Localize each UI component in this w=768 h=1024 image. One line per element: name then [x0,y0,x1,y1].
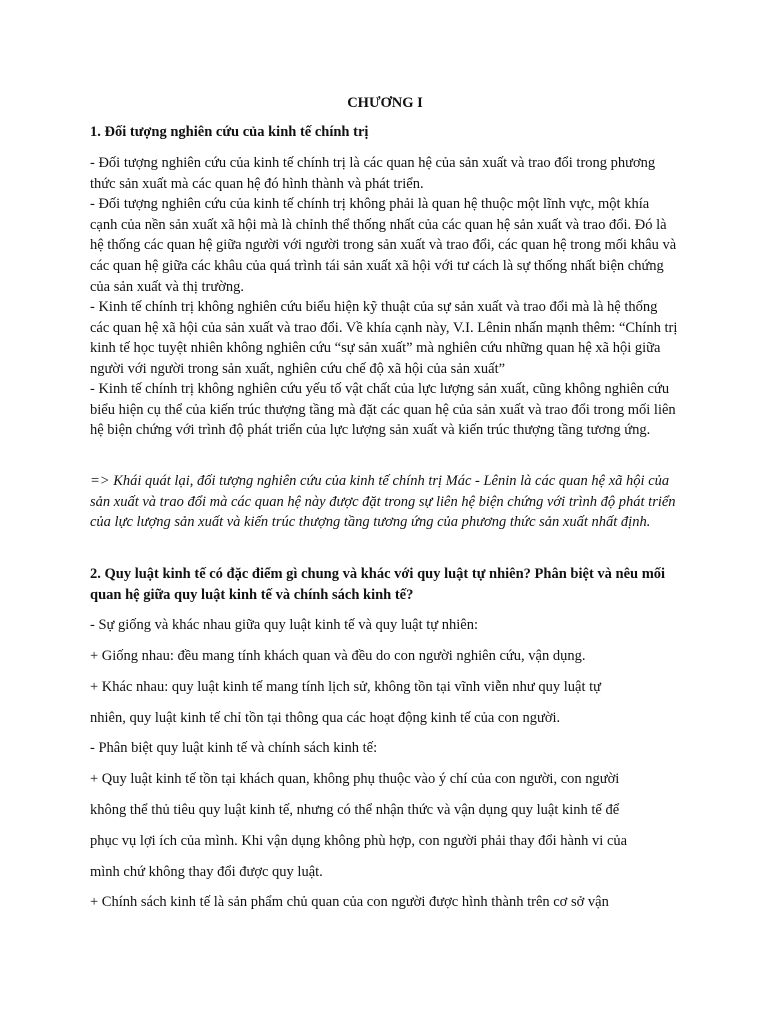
section-1-paragraph: - Đối tượng nghiên cứu của kinh tế chính trị không phải là quan hệ thuộc một lĩnh vực, một khía cạnh của nền sản xuất xã hội mà là chỉnh thể thống nhất của các quan hệ sản xuất và trao đổi. Đó là hệ thống các quan hệ giữa người với người trong sản xuất và trao đổi, các quan hệ trong mối khâu và các quan hệ giữa các khâu của quá trình tái sản xuất xã hội với tư cách là sự thống nhất biện chứng của sản xuất và thị trường. [90,196,677,295]
section-2-line: + Giống nhau: đều mang tính khách quan và đều do con người nghiên cứu, vận dụng. [90,648,586,664]
chapter-title: CHƯƠNG I [347,95,423,111]
section-2-line: + Chính sách kinh tế là sản phẩm chủ quan của con người được hình thành trên cơ sở vận [90,894,609,910]
section-1-paragraph: - Đối tượng nghiên cứu của kinh tế chính trị là các quan hệ của sản xuất và trao đổi trong phương thức sản xuất mà các quan hệ đó hình thành và phát triển. [90,155,656,192]
section-2-line: phục vụ lợi ích của mình. Khi vận dụng không phù hợp, con người phải thay đổi hành vi của [90,833,628,849]
section-2-line: - Sự giống và khác nhau giữa quy luật kinh tế và quy luật tự nhiên: [90,617,479,633]
section-1-paragraph: - Kinh tế chính trị không nghiên cứu biểu hiện kỹ thuật của sự sản xuất và trao đổi mà là hệ thống các quan hệ xã hội của sản xuất và trao đổi. Về khía cạnh này, V.I. Lênin nhấn mạnh thêm: “Chính trị kinh tế học tuyệt nhiên không nghiên cứu “sự sản xuất” mà nghiên cứu những quan hệ xã hội giữa người với người trong sản xuất, nghiên cứu chế độ xã hội của sản xuất” [90,299,678,378]
section-1-heading: 1. Đối tượng nghiên cứu của kinh tế chính trị [90,124,369,140]
section-1-paragraph: - Kinh tế chính trị không nghiên cứu yếu tố vật chất của lực lượng sản xuất, cũng không nghiên cứu biểu hiện cụ thể của kiến trúc thượng tầng mà đặt các quan hệ của sản xuất và trao đổi trong mối liên hệ biện chứng với trình độ phát triển của lực lượng sản xuất và kiến trúc thượng tầng tương ứng. [90,381,676,439]
section-1-conclusion: => Khái quát lại, đối tượng nghiên cứu của kinh tế chính trị Mác - Lênin là các quan hệ xã hội của sản xuất và trao đổi mà các quan hệ này được đặt trong sự liên hệ biện chứng với trình độ phát triển của lực lượng sản xuất và kiến trúc thượng tầng tương ứng của phương thức sản xuất nhất định. [90,473,676,531]
section-2-line: - Phân biệt quy luật kinh tế và chính sách kinh tế: [90,740,378,756]
section-2-line: mình chứ không thay đổi được quy luật. [90,864,323,880]
section-2-line: nhiên, quy luật kinh tế chỉ tồn tại thông qua các hoạt động kinh tế của con người. [90,710,561,726]
section-2-line: không thể thủ tiêu quy luật kinh tế, nhưng có thể nhận thức và vận dụng quy luật kinh tế để [90,802,620,818]
section-2-line: + Quy luật kinh tế tồn tại khách quan, không phụ thuộc vào ý chí của con người, con người [90,771,620,787]
section-2-line: + Khác nhau: quy luật kinh tế mang tính lịch sử, không tồn tại vĩnh viễn như quy luật tự [90,679,601,695]
section-2-heading: 2. Quy luật kinh tế có đặc điểm gì chung và khác với quy luật tự nhiên? Phân biệt và nêu mối quan hệ giữa quy luật kinh tế và chính sách kinh tế? [90,566,666,603]
